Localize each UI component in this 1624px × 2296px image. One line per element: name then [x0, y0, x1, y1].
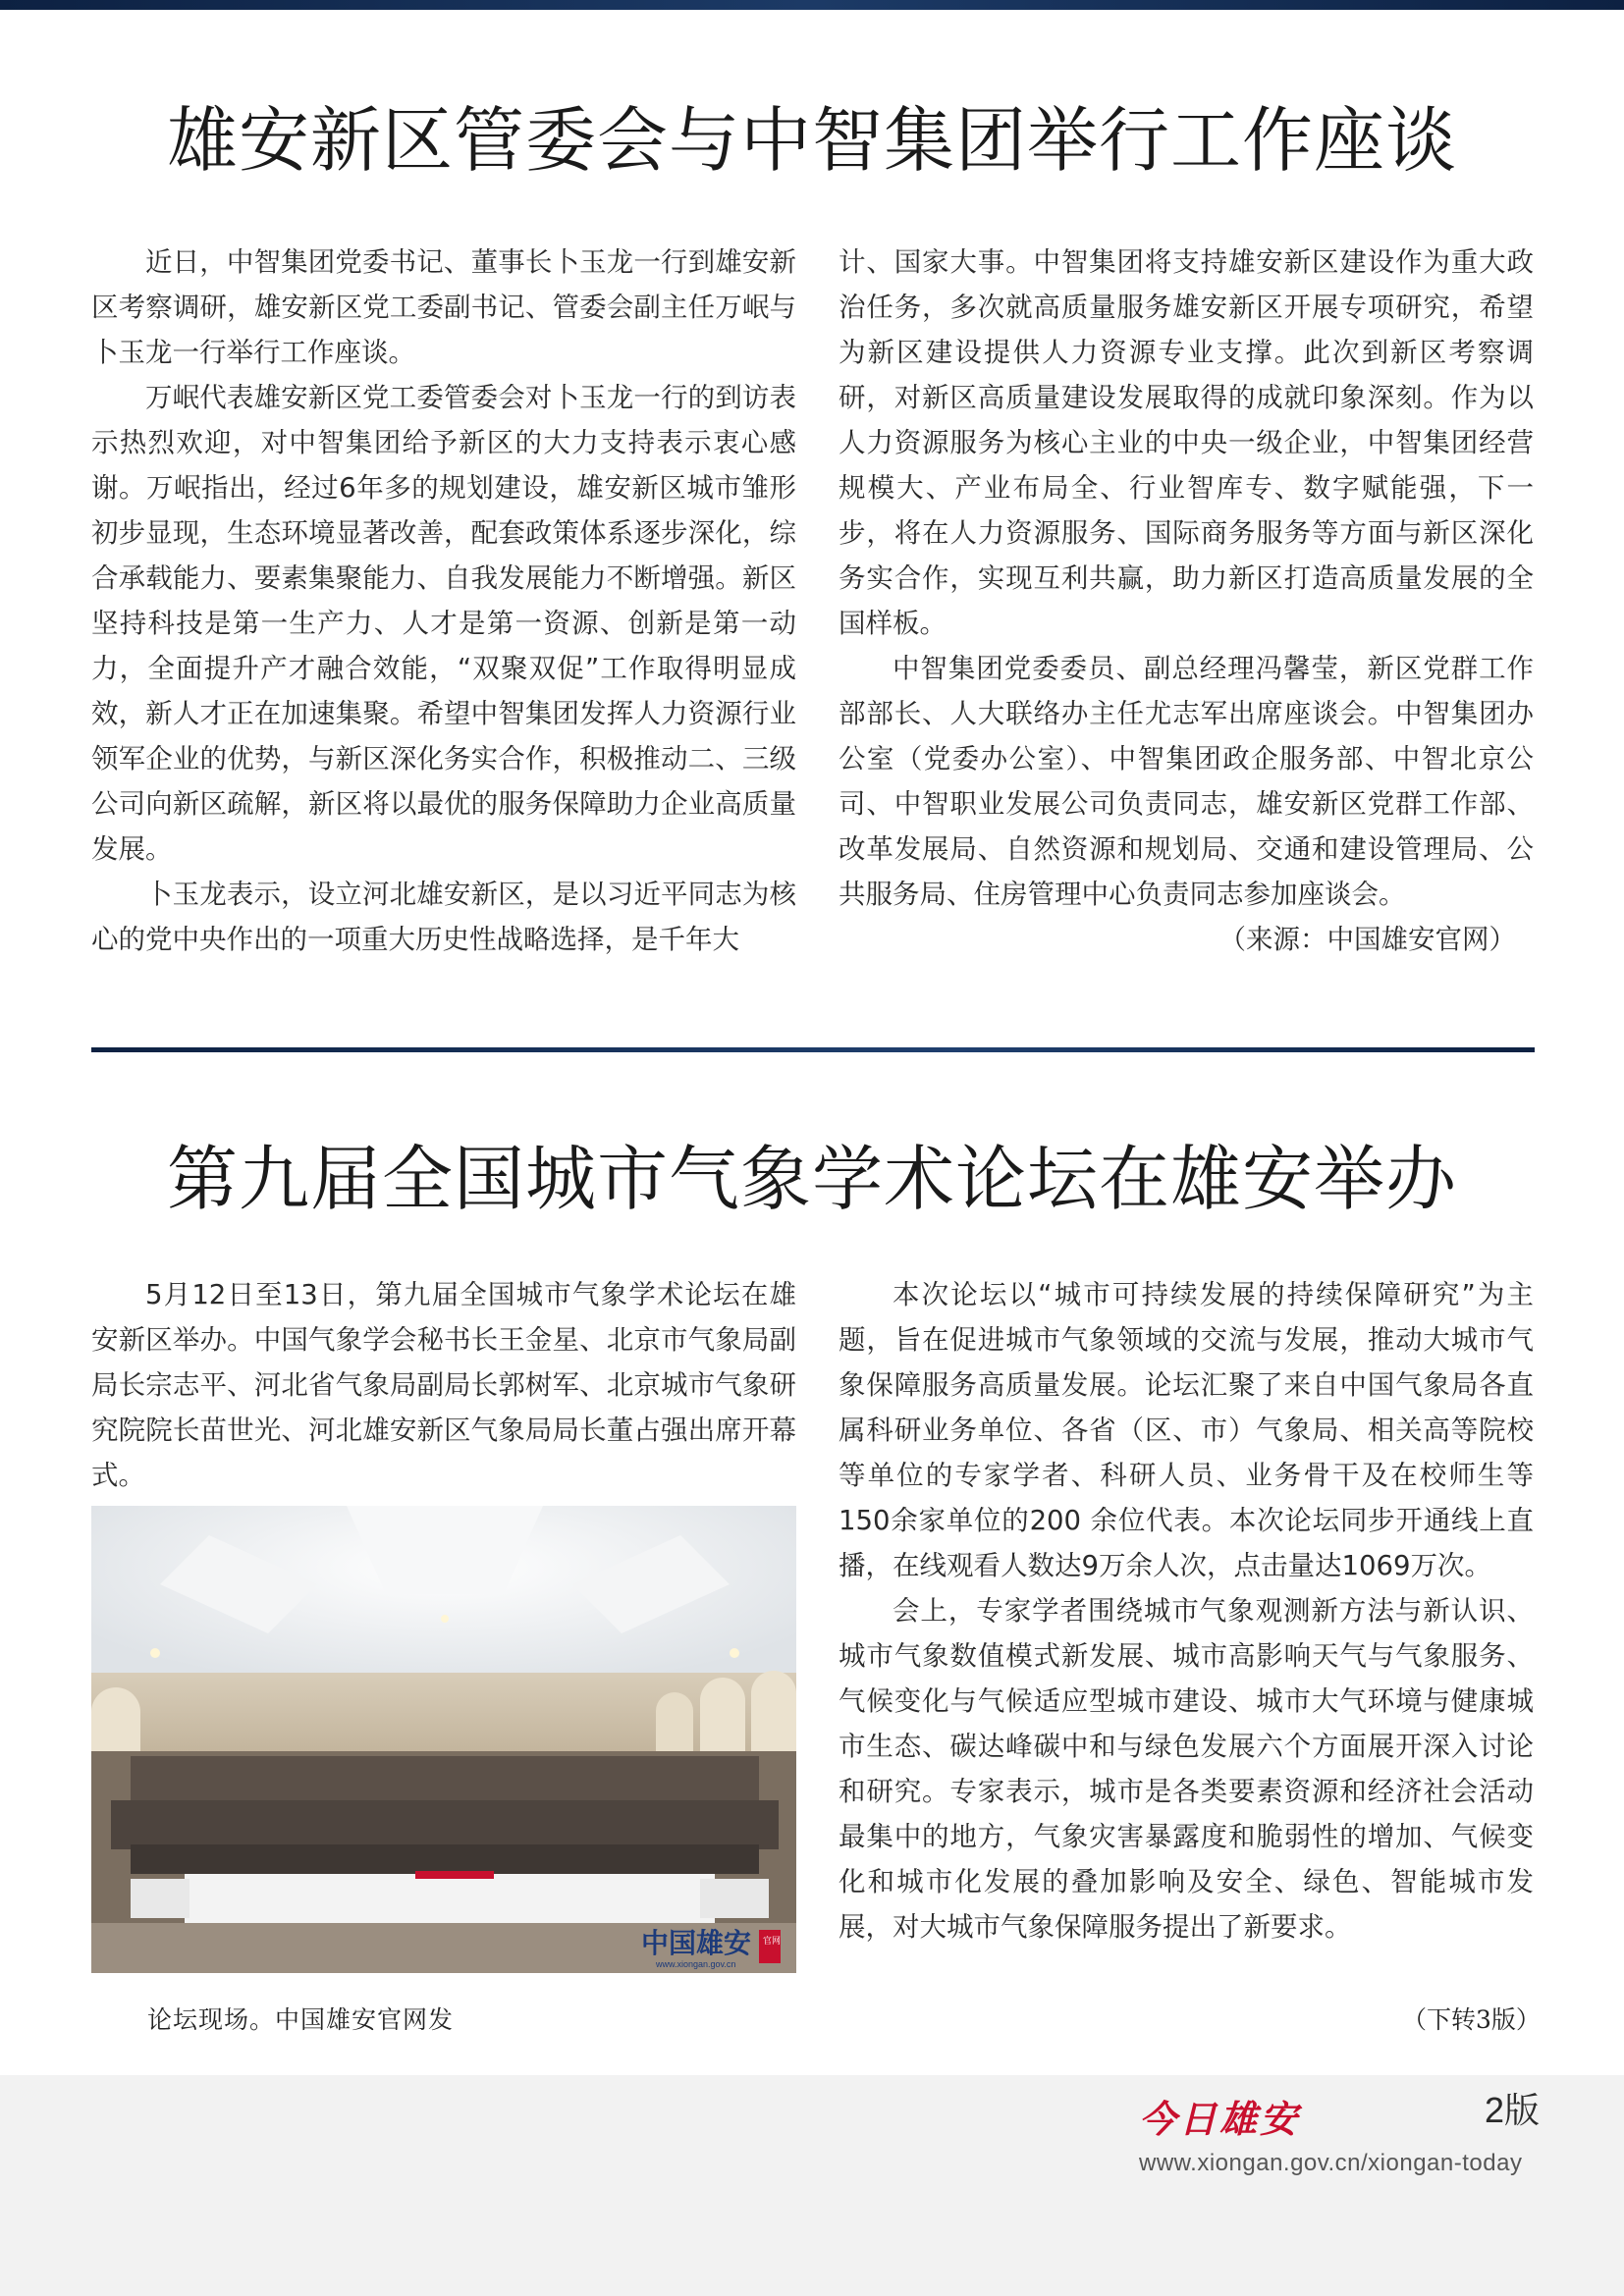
- article1-column-right: [839, 240, 1534, 962]
- article2-column-right: [839, 1272, 1534, 1949]
- article2-paragraph-3: 会上，专家学者围绕城市气象观测新方法与新认识、城市气象数值模式新发展、城市高影响天气与气象服务、气候变化与气候适应型城市建设、城市大气环境与健康城市生态、碳达峰碳中和与绿色发展六个方面展开深入讨论和研究。专家表示，城市是各类要素资源和经济社会活动最集中的地方，气象灾害暴露度和脆弱性的增加、气候变化和城市化发展的叠加影响及安全、绿色、智能城市发展，对大城市气象保障服务提出了新要求。: [839, 1595, 1534, 1943]
- article1-paragraph-4: 中智集团党委委员、副总经理冯馨莹，新区党群工作部部长、人大联络办主任尤志军出席座谈会。中智集团办公室（党委办公室）、中智集团政企服务部、中智北京公司、中智职业发展公司负责同志，雄安新区党群工作部、改革发展局、自然资源和规划局、交通和建设管理局、公共服务局、住房管理中心负责同志参加座谈会。: [839, 653, 1534, 910]
- page-number: 2版: [1485, 2090, 1541, 2130]
- photo-watermark-seal: 官网: [763, 1937, 782, 1947]
- photo-caption: 论坛现场。中国雄安官网发: [147, 2005, 455, 2034]
- photo-watermark-url: www.xiongan.gov.cn: [656, 1959, 736, 1969]
- article1-paragraph-3-continued: 计、国家大事。中智集团将支持雄安新区建设作为重大政治任务，多次就高质量服务雄安新区开展专项研究，希望为新区建设提供人力资源专业支撑。此次到新区考察调研，对新区高质量建设发展取得的成就印象深刻。作为以人力资源服务为核心主业的中央一级企业，中智集团经营规模大、产业布局全、行业智库专、数字赋能强，下一步，将在人力资源服务、国际商务服务等方面与新区深化务实合作，实现互利共赢，助力新区打造高质量发展的全国样板。: [839, 246, 1534, 639]
- continued-note: （下转3版）: [1402, 2005, 1541, 2034]
- article2-headline: 第九届全国城市气象学术论坛在雄安举办: [166, 1138, 1457, 1220]
- article1-headline: 雄安新区管委会与中智集团举行工作座谈: [166, 99, 1457, 182]
- article1-paragraph-1: 近日，中智集团党委书记、董事长卜玉龙一行到雄安新区考察调研，雄安新区党工委副书记、管委会副主任万岷与卜玉龙一行举行工作座谈。: [91, 246, 796, 368]
- article1-source: （来源：中国雄安官网）: [1218, 924, 1516, 955]
- footer-url[interactable]: www.xiongan.gov.cn/xiongan-today: [1139, 2150, 1523, 2176]
- article2-paragraph-2: 本次论坛以“城市可持续发展的持续保障研究”为主题，旨在促进城市气象领域的交流与发展，推动大城市气象保障服务高质量发展。论坛汇聚了来自中国气象局各直属科研业务单位、各省（区、市）气象局、相关高等院校等单位的专家学者、科研人员、业务骨干及在校师生等150余家单位的200 余位代表。本次论坛同步开通线上直播，在线观看人数达9万余人次，点击量达1069万次。: [839, 1279, 1534, 1581]
- top-accent-bar: [0, 0, 1624, 10]
- article1-paragraph-2: 万岷代表雄安新区党工委管委会对卜玉龙一行的到访表示热烈欢迎，对中智集团给予新区的大力支持表示衷心感谢。万岷指出，经过6年多的规划建设，雄安新区城市雏形初步显现，生态环境显著改善，配套政策体系逐步深化，综合承载能力、要素集聚能力、自我发展能力不断增强。新区坚持科技是第一生产力、人才是第一资源、创新是第一动力，全面提升产才融合效能，“双聚双促”工作取得明显成效，新人才正在加速集聚。希望中智集团发挥人力资源行业领军企业的优势，与新区深化务实合作，积极推动二、三级公司向新区疏解，新区将以最优的服务保障助力企业高质量发展。: [91, 382, 796, 865]
- article1-paragraph-3: 卜玉龙表示，设立河北雄安新区，是以习近平同志为核心的党中央作出的一项重大历史性战略选择，是千年大: [91, 879, 796, 955]
- section-divider: [91, 1047, 1535, 1052]
- forum-photo: [91, 1506, 796, 1973]
- article1-column-left: [91, 240, 796, 962]
- article2-column-left: [91, 1272, 796, 1498]
- article2-paragraph-1: 5月12日至13日，第九届全国城市气象学术论坛在雄安新区举办。中国气象学会秘书长王金星、北京市气象局副局长宗志平、河北省气象局副局长郭树军、北京城市气象研究院院长苗世光、河北雄安新区气象局局长董占强出席开幕式。: [91, 1279, 796, 1491]
- page-footer: [0, 2075, 1624, 2296]
- newspaper-brand-logo: 今日雄安: [1139, 2097, 1301, 2141]
- photo-watermark-logo: 中国雄安: [641, 1927, 752, 1959]
